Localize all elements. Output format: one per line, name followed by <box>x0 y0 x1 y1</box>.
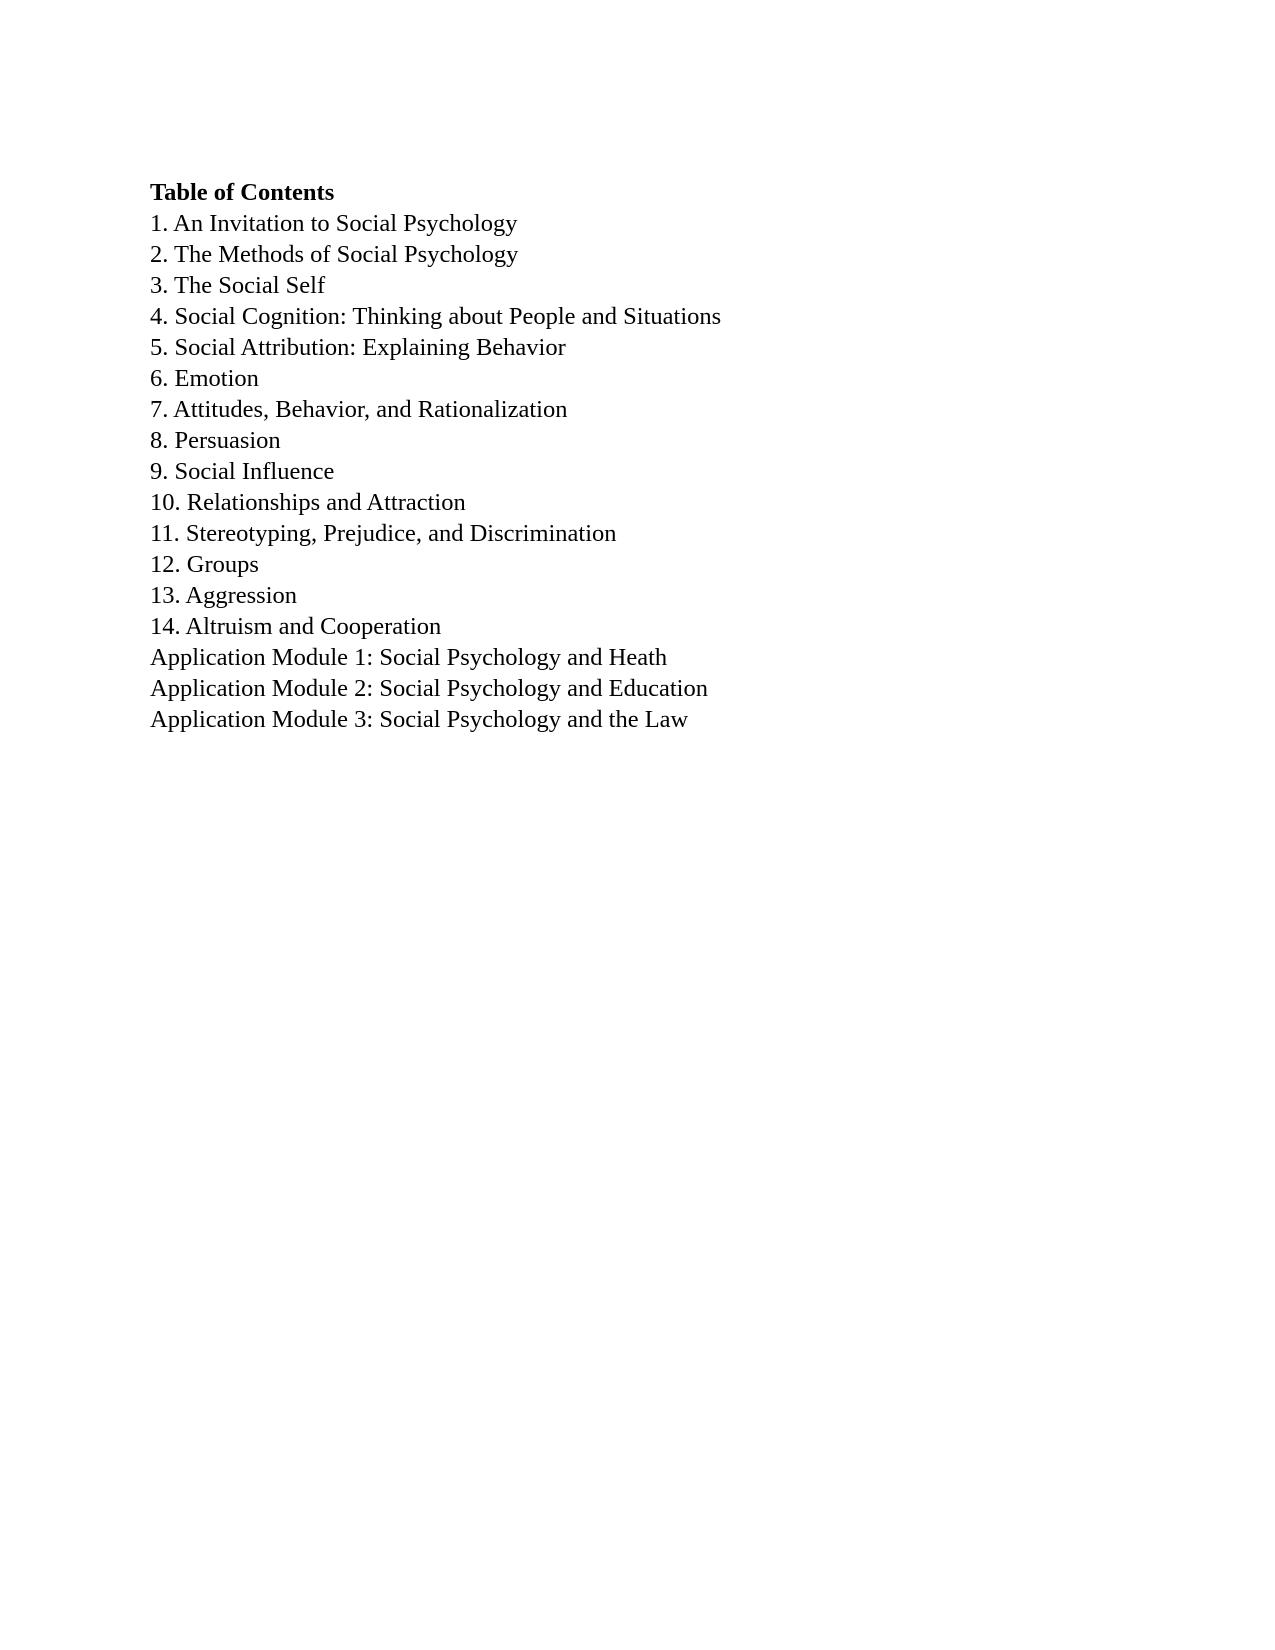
toc-entry: 1. An Invitation to Social Psychology <box>150 210 518 237</box>
toc-entry: 5. Social Attribution: Explaining Behavior <box>150 334 566 361</box>
toc-title: Table of Contents <box>150 179 335 206</box>
toc-entry: 8. Persuasion <box>150 427 281 454</box>
toc-entry: 2. The Methods of Social Psychology <box>150 241 519 268</box>
toc-entry: 6. Emotion <box>150 365 259 392</box>
toc-entry: 9. Social Influence <box>150 458 335 485</box>
toc-entry: Application Module 3: Social Psychology and the Law <box>150 706 689 733</box>
table-of-contents <box>150 177 1150 735</box>
toc-entry: 7. Attitudes, Behavior, and Rationalization <box>150 396 568 423</box>
toc-entry: 13. Aggression <box>150 582 297 609</box>
toc-entry: 11. Stereotyping, Prejudice, and Discrimination <box>150 520 617 547</box>
toc-entry: Application Module 2: Social Psychology and Education <box>150 675 708 702</box>
toc-entry: 3. The Social Self <box>150 272 326 299</box>
toc-entry: 4. Social Cognition: Thinking about People and Situations <box>150 303 722 330</box>
toc-entry: 12. Groups <box>150 551 259 578</box>
toc-entry: Application Module 1: Social Psychology and Heath <box>150 644 668 671</box>
toc-entry: 14. Altruism and Cooperation <box>150 613 442 640</box>
toc-list <box>150 208 1150 735</box>
toc-entry: 10. Relationships and Attraction <box>150 489 466 516</box>
